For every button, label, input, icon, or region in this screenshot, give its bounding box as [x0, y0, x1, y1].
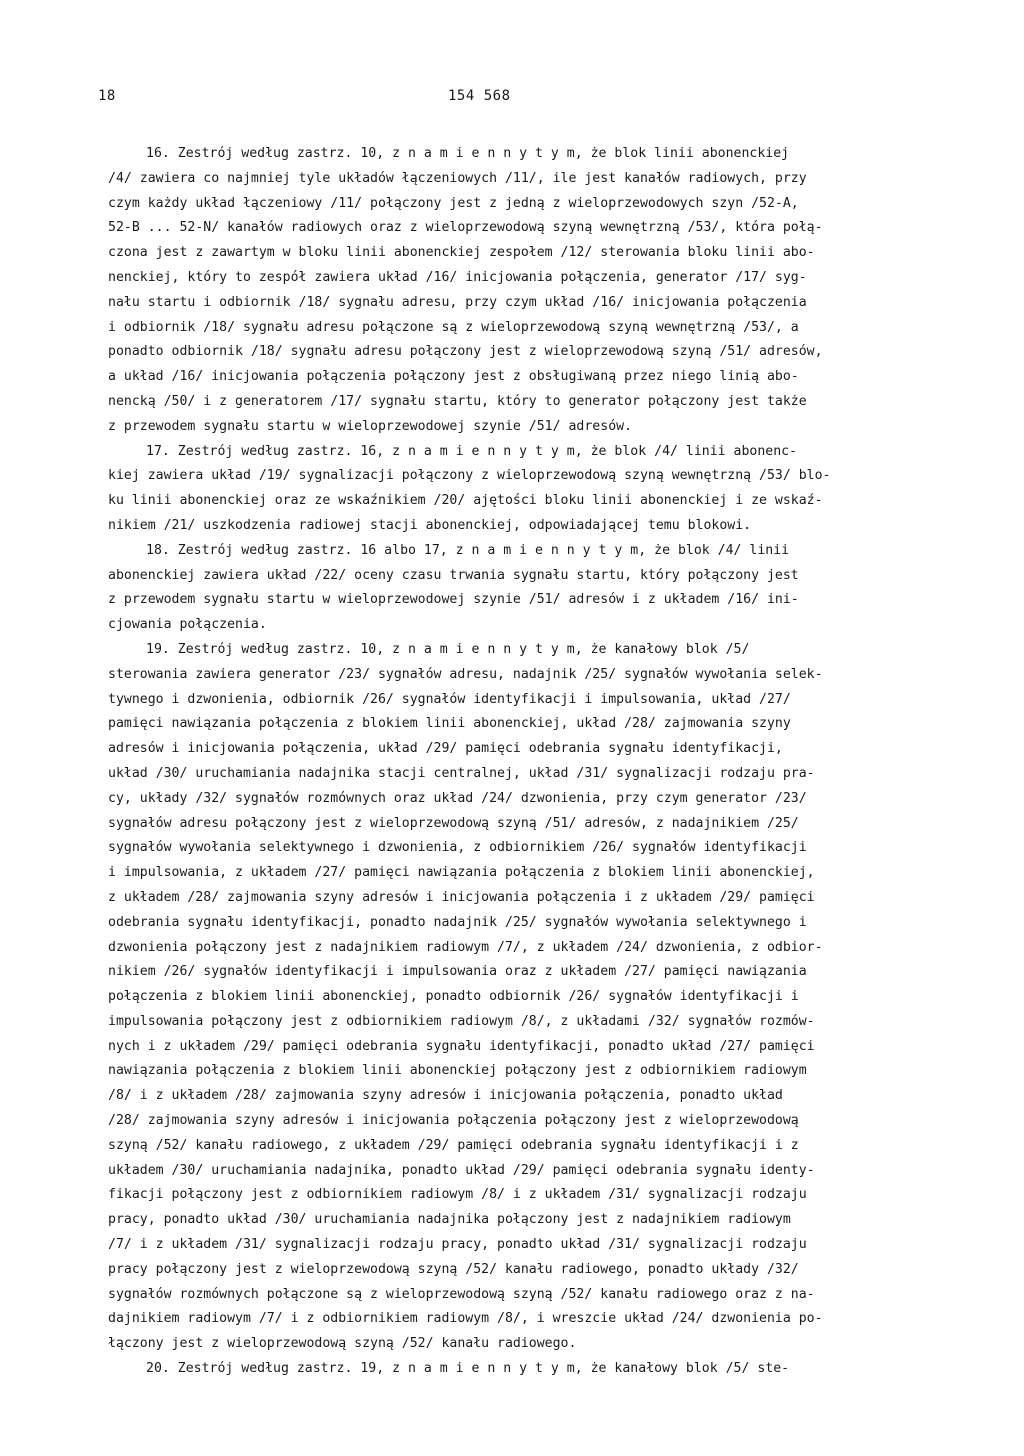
text-line: 20. Zestrój według zastrz. 19, z n a m i e n n y t y m, że kanałowy blok /5/ ste- [146, 1361, 790, 1377]
text-line: nenckiej, który to zespół zawiera układ /16/ inicjowania połączenia, generator /17/ syg- [108, 269, 807, 285]
text-line: a układ /16/ inicjowania połączenia połączony jest z obsługiwaną przez niego linią abo- [108, 369, 799, 385]
text-line: /28/ zajmowania szyny adresów i inicjowania połączenia połączony jest z wieloprzewodową [108, 1113, 799, 1129]
text-line: pamięci nawiązania połączenia z blokiem linii abonenckiej, układ /28/ zajmowania szyny [108, 716, 791, 732]
text-line: pracy połączony jest z wieloprzewodową szyną /52/ kanału radiowego, ponadto układy /32/ [108, 1261, 799, 1277]
text-line: ponadto odbiornik /18/ sygnału adresu połączony jest z wieloprzewodową szyną /51/ adresów, [108, 344, 823, 360]
claims-text [108, 142, 908, 1382]
text-line: czym każdy układ łączeniowy /11/ połączony jest z jedną z wieloprzewodowych szyn /52-A, [108, 195, 799, 211]
text-line: układ /30/ uruchamiania nadajnika stacji centralnej, układ /31/ sygnalizacji rodzaju pra- [108, 765, 815, 781]
text-line: czona jest z zawartym w bloku linii abonenckiej zespołem /12/ sterowania bloku linii abo- [108, 245, 815, 261]
text-line: /7/ i z układem /31/ sygnalizacji rodzaju pracy, ponadto układ /31/ sygnalizacji rodzaju [108, 1237, 807, 1253]
text-line: nencką /50/ i z generatorem /17/ sygnału startu, który to generator połączony jest także [108, 393, 807, 409]
text-line: pracy, ponadto układ /30/ uruchamiania nadajnika połączony jest z nadajnikiem radiowym [108, 1212, 791, 1228]
text-line: fikacji połączony jest z odbiornikiem radiowym /8/ i z układem /31/ sygnalizacji rodzaju [108, 1187, 807, 1203]
text-line: 52-B ... 52-N/ kanałów radiowych oraz z wieloprzewodową szyną wewnętrzną /53/, która połą- [108, 220, 823, 236]
text-line: nych i z układem /29/ pamięci odebrania sygnału identyfikacji, ponadto układ /27/ pamięci [108, 1038, 815, 1054]
text-line: dzwonienia połączony jest z nadajnikiem radiowym /7/, z układem /24/ dzwonienia, z odbior- [108, 939, 823, 955]
text-line: /8/ i z układem /28/ zajmowania szyny adresów i inicjowania połączenia, ponadto układ [108, 1088, 783, 1104]
text-line: cy, układy /32/ sygnałów rozmównych oraz układ /24/ dzwonienia, przy czym generator /23/ [108, 790, 807, 806]
text-line: z układem /28/ zajmowania szyny adresów i inicjowania połączenia i z układem /29/ pamięci [108, 889, 815, 905]
text-line: sygnałów wywołania selektywnego i dzwonienia, z odbiornikiem /26/ sygnałów identyfikacji [108, 840, 807, 856]
text-line: nikiem /21/ uszkodzenia radiowej stacji abonenckiej, odpowiadającej temu blokowi. [108, 517, 752, 533]
text-line: /4/ zawiera co najmniej tyle układów łączeniowych /11/, ile jest kanałów radiowych, przy [108, 170, 807, 186]
text-line: z przewodem sygnału startu w wieloprzewodowej szynie /51/ adresów i z układem /16/ ini- [108, 592, 799, 608]
text-line: 18. Zestrój według zastrz. 16 albo 17, z n a m i e n n y t y m, że blok /4/ linii [146, 542, 790, 558]
text-line: sygnałów rozmównych połączone są z wieloprzewodową szyną /52/ kanału radiowego oraz z na- [108, 1286, 815, 1302]
text-line: impulsowania połączony jest z odbiornikiem radiowym /8/, z układami /32/ sygnałów rozmów- [108, 1013, 815, 1029]
text-line: dajnikiem radiowym /7/ i z odbiornikiem radiowym /8/, i wreszcie układ /24/ dzwonienia po- [108, 1311, 823, 1327]
text-line: połączenia z blokiem linii abonenckiej, ponadto odbiornik /26/ sygnałów identyfikacji i [108, 989, 799, 1005]
text-line: abonenckiej zawiera układ /22/ oceny czasu trwania sygnału startu, który połączony jest [108, 567, 799, 583]
text-line: łączony jest z wieloprzewodową szyną /52/ kanału radiowego. [108, 1336, 577, 1352]
text-line: z przewodem sygnału startu w wieloprzewodowej szynie /51/ adresów. [108, 418, 633, 434]
text-line: 19. Zestrój według zastrz. 10, z n a m i e n n y t y m, że kanałowy blok /5/ [146, 641, 750, 657]
text-line: nikiem /26/ sygnałów identyfikacji i impulsowania oraz z układem /27/ pamięci nawiązania [108, 964, 807, 980]
text-line: nawiązania połączenia z blokiem linii abonenckiej połączony jest z odbiornikiem radiowym [108, 1063, 807, 1079]
text-line: sygnałów adresu połączony jest z wieloprzewodową szyną /51/ adresów, z nadajnikiem /25/ [108, 815, 799, 831]
document-number: 154 568 [448, 88, 511, 104]
text-line: układem /30/ uruchamiania nadajnika, ponadto układ /29/ pamięci odebrania sygnału identy- [108, 1162, 815, 1178]
text-line: ku linii abonenckiej oraz ze wskaźnikiem /20/ ajętości bloku linii abonenckiej i ze wskaź- [108, 493, 823, 509]
text-line: kiej zawiera układ /19/ sygnalizacji połączony z wieloprzewodową szyną wewnętrzną /53/ blo- [108, 468, 831, 484]
text-line: nału startu i odbiornik /18/ sygnału adresu, przy czym układ /16/ inicjowania połączenia [108, 294, 807, 310]
text-line: odebrania sygnału identyfikacji, ponadto nadajnik /25/ sygnałów wywołania selektywnego i [108, 914, 807, 930]
text-line: i odbiornik /18/ sygnału adresu połączone są z wieloprzewodową szyną wewnętrzną /53/, a [108, 319, 799, 335]
text-line: sterowania zawiera generator /23/ sygnałów adresu, nadajnik /25/ sygnałów wywołania selek- [108, 666, 823, 682]
text-line: i impulsowania, z układem /27/ pamięci nawiązania połączenia z blokiem linii abonenckiej, [108, 865, 815, 881]
text-line: 16. Zestrój według zastrz. 10, z n a m i e n n y t y m, że blok linii abonenckiej [146, 146, 790, 161]
text-line: cjowania połączenia. [108, 617, 267, 633]
page-number: 18 [98, 88, 116, 104]
text-line: tywnego i dzwonienia, odbiornik /26/ sygnałów identyfikacji i impulsowania, układ /27/ [108, 691, 791, 707]
text-line: szyną /52/ kanału radiowego, z układem /29/ pamięci odebrania sygnału identyfikacji i z [108, 1137, 799, 1153]
text-line: adresów i inicjowania połączenia, układ /29/ pamięci odebrania sygnału identyfikacji, [108, 741, 783, 757]
text-line: 17. Zestrój według zastrz. 16, z n a m i e n n y t y m, że blok /4/ linii abonenc- [146, 443, 798, 459]
